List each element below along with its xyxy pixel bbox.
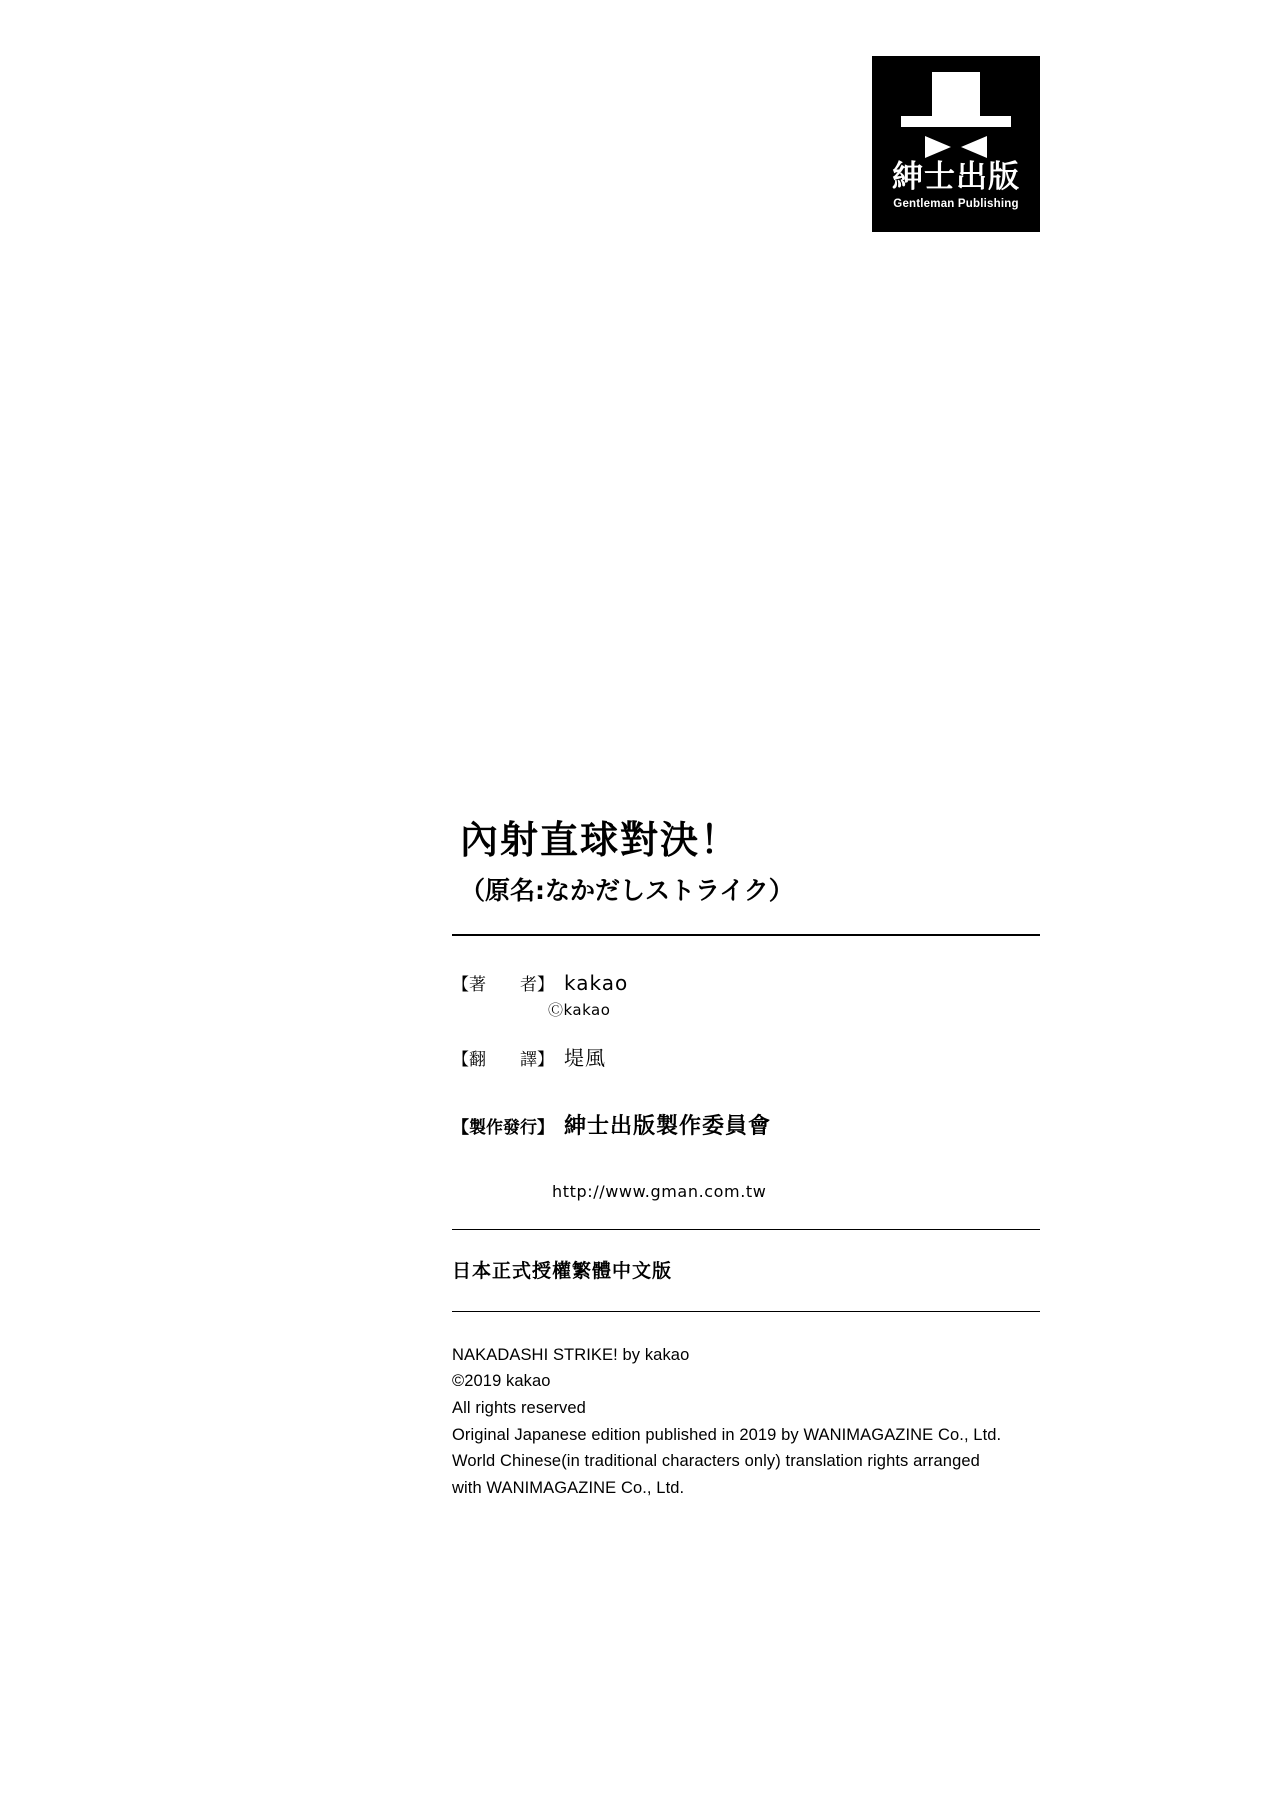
credit-value-publisher: 紳士出版製作委員會 — [564, 1113, 772, 1139]
rights-line: All rights reserved — [452, 1399, 586, 1418]
credit-value-author: kakao — [564, 970, 629, 995]
credit-label-publisher: 【製作發行】 — [452, 1117, 554, 1138]
rights-line: ©2019 kakao — [452, 1372, 551, 1391]
rights-line: Original Japanese edition published in 2019 by WANIMAGAZINE Co., Ltd. — [452, 1425, 1002, 1444]
publisher-logo — [872, 56, 1040, 232]
credit-row-translator — [452, 1042, 1040, 1071]
credit-value-translator: 堤風 — [564, 1045, 606, 1070]
rights-line: with WANIMAGAZINE Co., Ltd. — [452, 1479, 685, 1498]
publisher-website[interactable]: http://www.gman.com.tw — [552, 1181, 767, 1201]
divider-top — [452, 934, 1040, 936]
top-hat-bowtie-icon — [901, 72, 1011, 158]
divider-bottom — [452, 1311, 1040, 1312]
colophon-block — [452, 818, 1040, 1502]
credit-label-author: 【著 者】 — [452, 974, 554, 995]
credit-label-translator: 【翻 譯】 — [452, 1049, 554, 1070]
publisher-name-english: Gentleman Publishing — [893, 198, 1019, 210]
work-original-title: （原名:なかだしストライク） — [460, 875, 794, 905]
credit-note-author-copyright: Ⓒkakao — [548, 1000, 611, 1019]
divider-middle — [452, 1229, 1040, 1230]
publisher-name-chinese: 紳士出版 — [892, 159, 1020, 195]
rights-line: World Chinese(in traditional characters only) translation rights arranged — [452, 1452, 980, 1471]
credit-row-author — [452, 970, 1040, 995]
english-rights-block — [452, 1342, 1040, 1502]
license-statement: 日本正式授權繁體中文版 — [452, 1259, 673, 1282]
credits-list — [452, 970, 1040, 1201]
work-title: 內射直球對決！ — [460, 818, 741, 862]
rights-line: NAKADASHI STRIKE! by kakao — [452, 1345, 690, 1364]
credit-row-publisher — [452, 1109, 1040, 1140]
